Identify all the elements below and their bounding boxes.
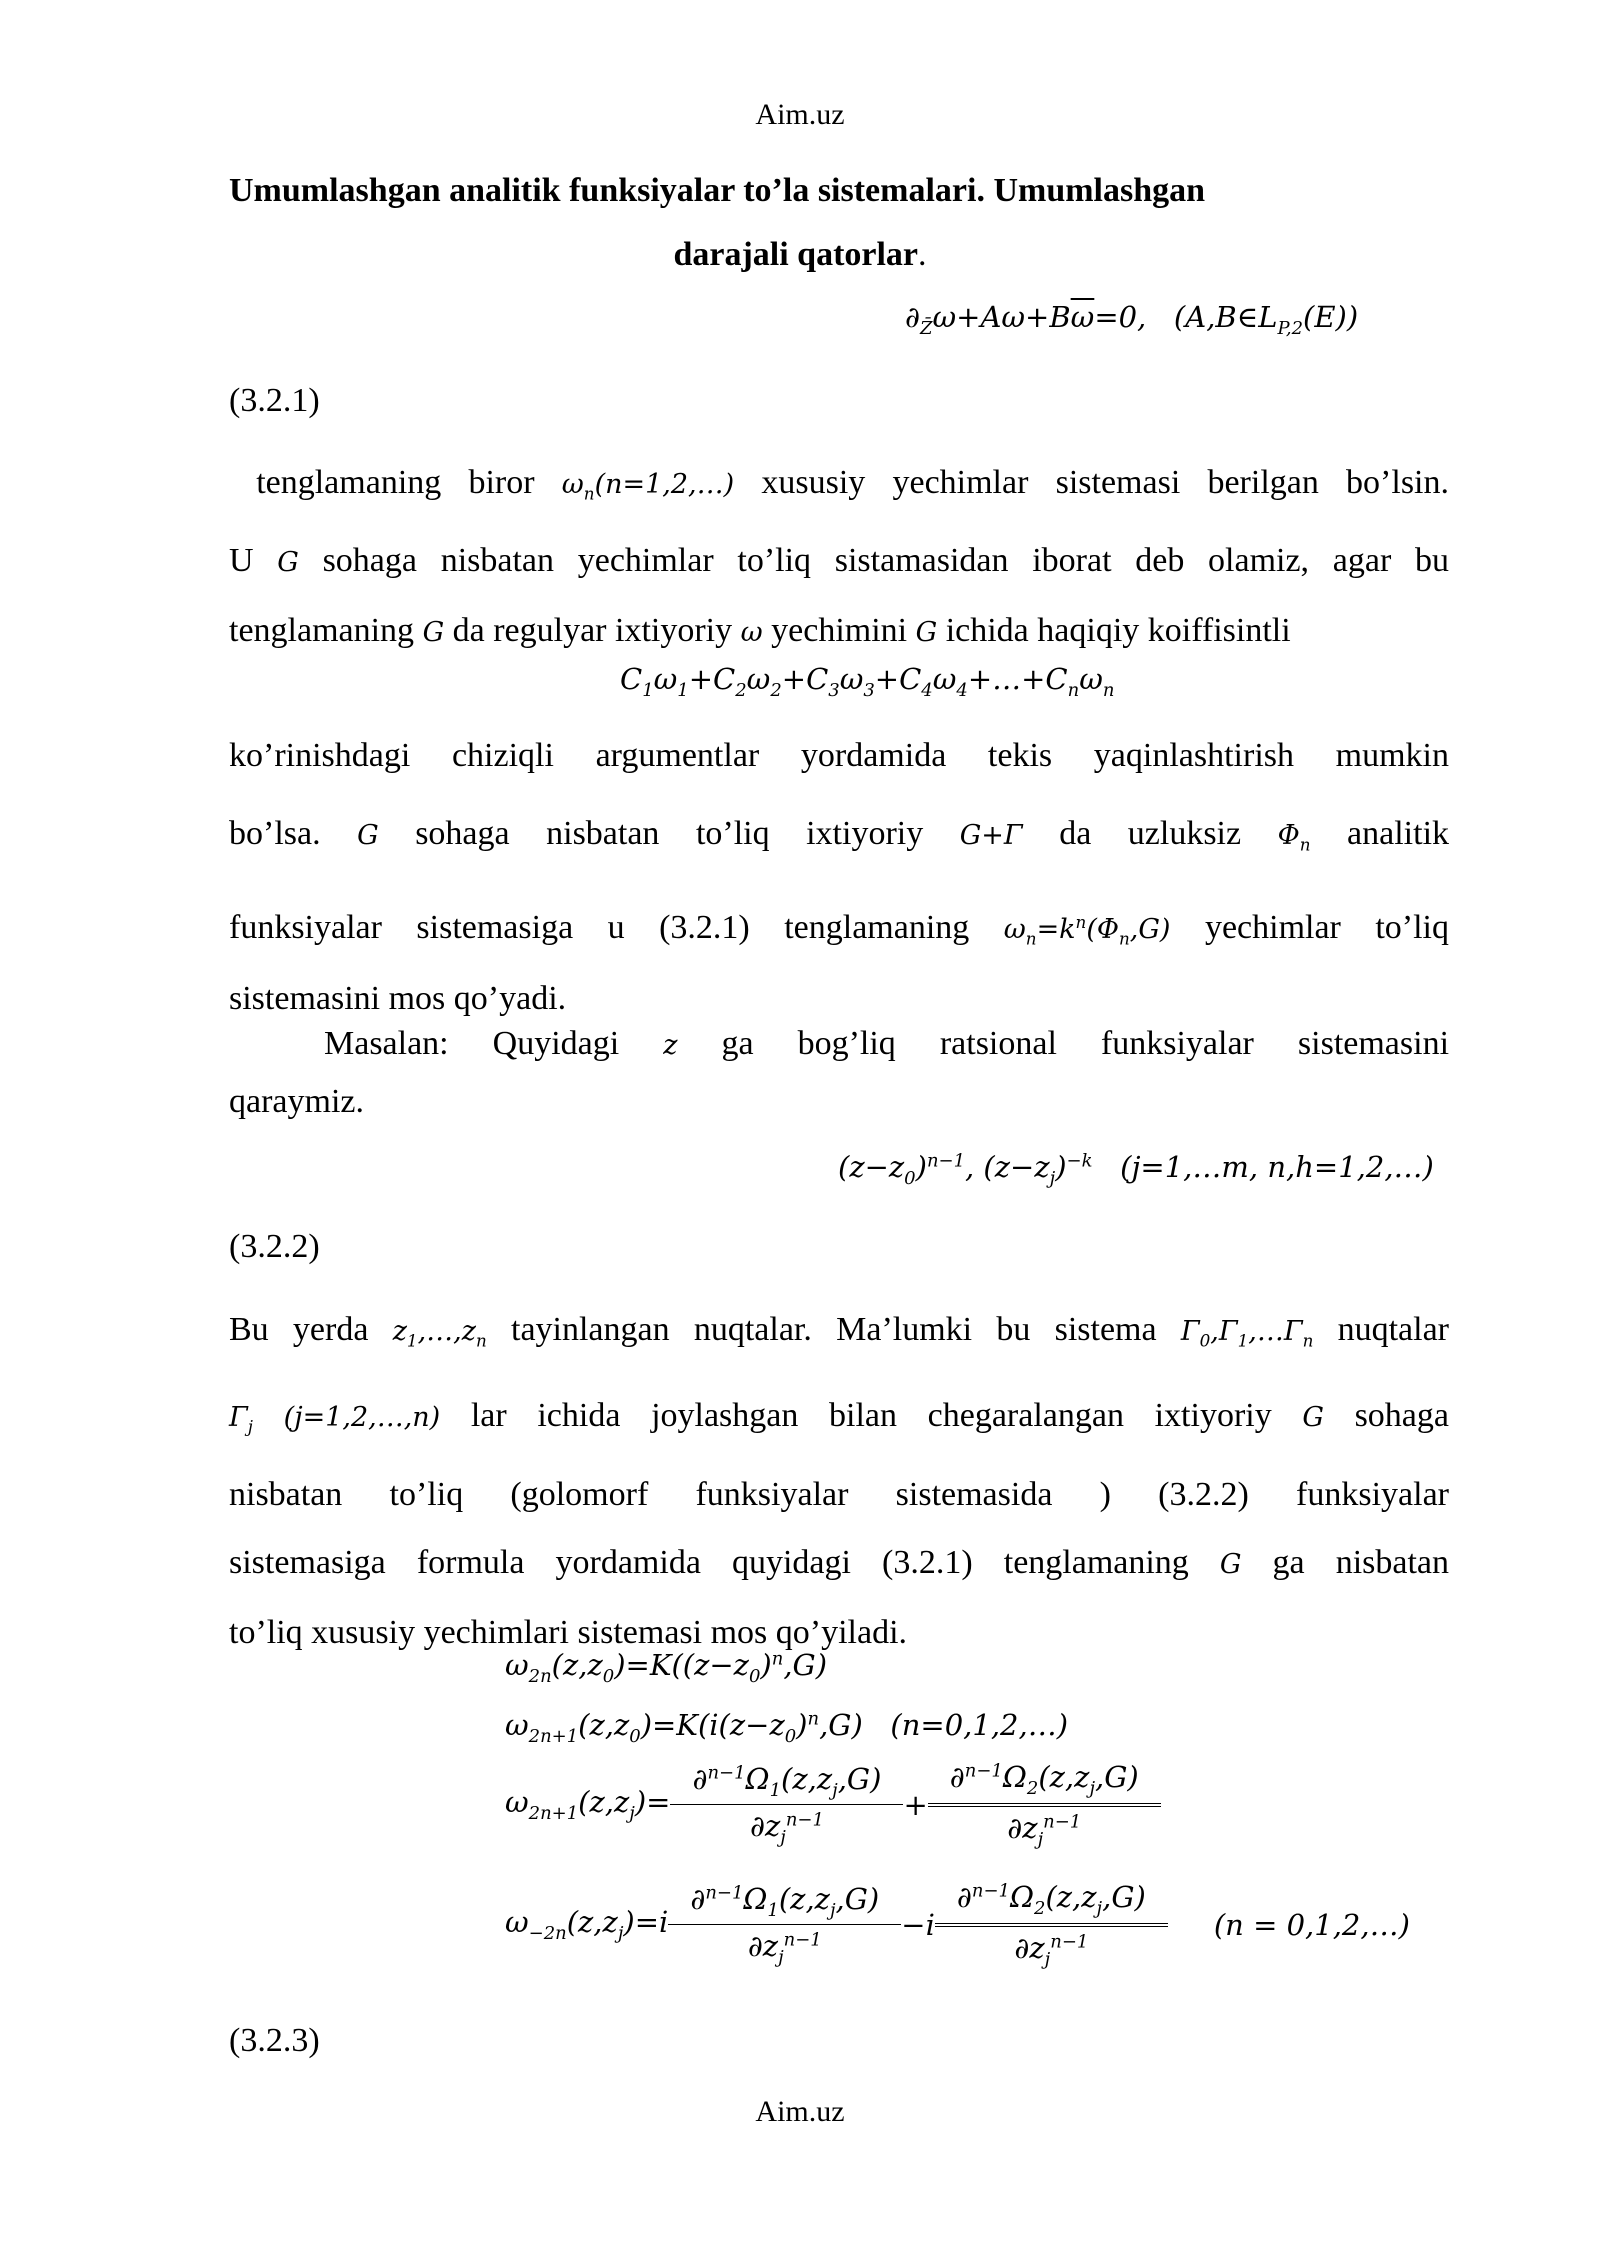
document-title-line2 [0, 236, 1600, 274]
document-title-line1: Umumlashgan analitik funksiyalar to’la sistemalari. Umumlashgan [229, 172, 1206, 209]
fraction-omega1: $\frac{\partial^{n-1}\Omega_1(z,z_j,G)}{\partial z_j^{n-1}}$ [670, 1762, 903, 1849]
fraction-omega2-conjugate-b: $\frac{\partial^{n-1}\Omega_2(z,z_j,G)}{\partial z_j^{n-1}}$ [935, 1880, 1168, 1970]
paragraph-2 [229, 722, 1449, 1033]
paragraph-1-line-2: U G sohaga nisbatan yechimlar to’liq sistamasidan iborat deb olamiz, agar bu [229, 542, 1449, 580]
fraction-omega2-conjugate: $\frac{\partial^{n-1}\Omega_2(z,z_j,G)}{\partial z_j^{n-1}}$ [928, 1760, 1161, 1850]
paragraph-4 [229, 1296, 1449, 1667]
paragraph-4-line-1: Bu yerda $z_1,\dots,z_n$ tayinlangan nuqtalar. Ma’lumki bu sistema $\Gamma_0,\Gamma_1,\dots\Gamma_n$ nuqtalar [229, 1311, 1449, 1351]
equation-label-3-2-3: (3.2.3) [229, 2022, 320, 2059]
paragraph-2-line-4: sistemasini mos qo’yadi. [229, 979, 567, 1017]
paragraph-3 [229, 1010, 1449, 1136]
equation-3-2-1: $\partial_{Z̄}\omega+A\omega+B\overline{\omega}=0$, $(A,B\in L_{P,2}(E))$ [905, 300, 1359, 339]
formula-3-2-3-line-1: $\omega_{2n}(z,z_0)=K((z-z_0)^n,G)$ [505, 1648, 828, 1687]
paragraph-2-line-1: ko’rinishdagi chiziqli argumentlar yordamida tekis yaqinlashtirish mumkin [229, 737, 1449, 774]
formula-3-2-3-line-2: $\omega_{2n+1}(z,z_0)=K(i(z-z_0)^n,G)$ (n=0,1,2,…) [505, 1708, 1069, 1747]
fraction-omega1-b: $\frac{\partial^{n-1}\Omega_1(z,z_j,G)}{\partial z_j^{n-1}}$ [668, 1882, 901, 1969]
paragraph-2-line-3: funksiyalar sistemasiga u (3.2.1) tenglamaning $\omega_n=k^n(\Phi_n,G)$ yechimlar to’liq [229, 909, 1449, 949]
equation-label-3-2-2: (3.2.2) [229, 1228, 320, 1265]
paragraph-4-line-4: sistemasiga formula yordamida quyidagi (3.2.1) tenglamaning G ga nisbatan [229, 1543, 1450, 1581]
paragraph-4-line-2: $\Gamma_j$ (j=1,2,…,n) lar ichida joylashgan bilan chegaralangan ixtiyoriy G sohaga [229, 1397, 1449, 1437]
paragraph-3-line-1: Masalan: Quyidagi z ga bog’liq ratsional funksiyalar sistemasini [324, 1025, 1450, 1062]
paragraph-1-line-1: tenglamaning biror $\omega_n(n=1,2,\dots)$ xususiy yechimlar sistemasi berilgan bo’lsin. [256, 464, 1450, 504]
paragraph-3-line-2: qaraymiz. [229, 1083, 364, 1120]
page-footer: Aim.uz [755, 2095, 845, 2128]
formula-3-2-3-line-4: $\omega_{-2n}(z,z_j)=i$ $\frac{\partial^{n-1}\Omega_1(z,z_j,G)}{\partial z_j^{n-1}}$ −i $\frac{\partial^{n-1}\Omega_2(z,z_j,G)}{\partial z_j^{n-1}}$ (n = 0,1,2,…) [505, 1880, 1410, 1970]
equation-label-3-2-1: (3.2.1) [229, 382, 320, 419]
title-bold-part: darajali qatorlar [673, 236, 919, 273]
linear-combination-formula: $C_1\omega_1+C_2\omega_2+C_3\omega_3+C_4\omega_4+\dots+C_n\omega_n$ [620, 662, 1115, 701]
paragraph-1 [229, 449, 1449, 667]
paragraph-4-line-5: to’liq xususiy yechimlari sistemasi mos qo’yiladi. [229, 1613, 908, 1651]
formula-3-2-3-line-3: $\omega_{2n+1}(z,z_j)=$ $\frac{\partial^{n-1}\Omega_1(z,z_j,G)}{\partial z_j^{n-1}}$ + $\frac{\partial^{n-1}\Omega_2(z,z_j,G)}{\partial z_j^{n-1}}$ [505, 1760, 1161, 1850]
title-tail: . [918, 236, 927, 273]
paragraph-2-line-2: bo’lsa. G sohaga nisbatan to’liq ixtiyoriy G+Γ da uzluksiz $\Phi_n$ analitik [229, 815, 1450, 855]
equation-3-2-2: $(z-z_0)^{n-1}$, $(z-z_j)^{-k}$ (j=1,…m, n,h=1,2,…) [838, 1150, 1434, 1189]
page-header: Aim.uz [755, 98, 845, 131]
paragraph-1-line-3: tenglamaning G da regulyar ixtiyoriy ω yechimini G ichida haqiqiy koiffisintli [229, 612, 1291, 650]
paragraph-4-line-3: nisbatan to’liq (golomorf funksiyalar sistemasida ) (3.2.2) funksiyalar [229, 1475, 1449, 1513]
